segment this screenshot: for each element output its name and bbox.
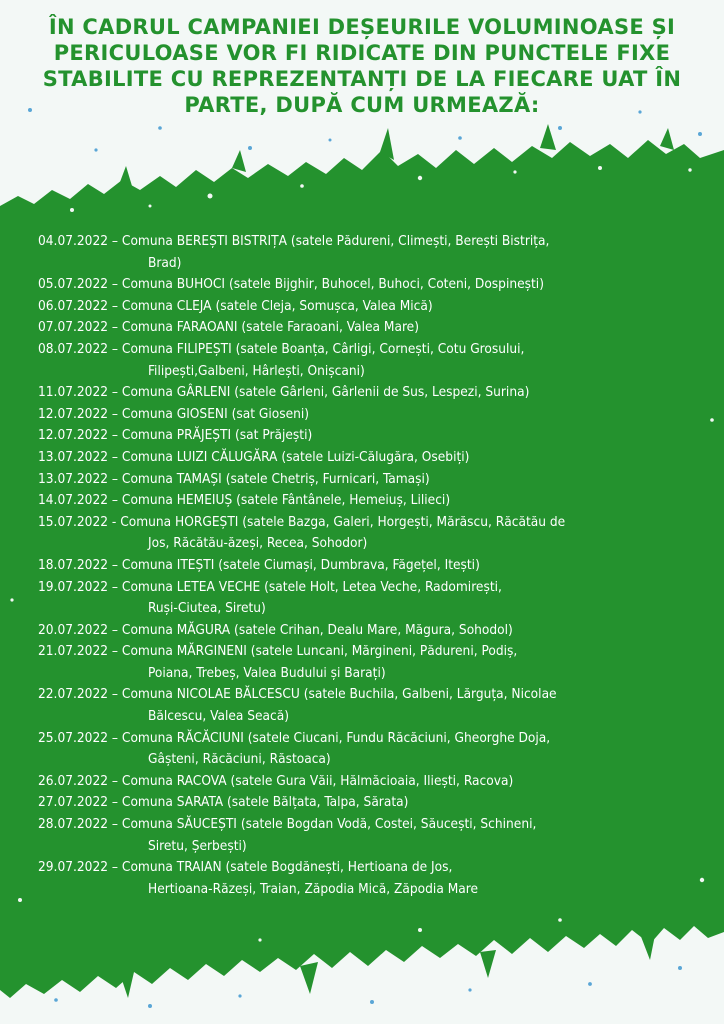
entry-date: 14.07.2022 [38, 492, 108, 509]
schedule-entry [38, 469, 688, 491]
schedule-entry [38, 728, 688, 771]
entry-date: 18.07.2022 [38, 556, 108, 573]
entry-date: 19.07.2022 [38, 578, 108, 595]
entry-commune: Comuna CLEJA [121, 297, 212, 314]
collection-schedule [38, 231, 688, 900]
entry-separator: – [111, 492, 119, 509]
schedule-entry [38, 274, 688, 296]
entry-date: 13.07.2022 [38, 448, 108, 465]
entry-continuation: Poiana, Trebeș, Valea Budului și Barați) [148, 664, 386, 681]
entry-commune: Comuna LUIZI CĂLUGĂRA [121, 448, 278, 465]
entry-commune: Comuna RACOVA [121, 772, 227, 789]
entry-commune: Comuna MĂGURA [121, 621, 231, 638]
schedule-entry [38, 641, 688, 684]
entry-date: 12.07.2022 [38, 405, 108, 422]
schedule-entry [38, 792, 688, 814]
entry-continuation: Jos, Răcătău-ăzeși, Recea, Sohodor) [148, 535, 368, 552]
entry-separator: – [111, 816, 119, 833]
entry-villages: (satele Holt, Letea Veche, Radomirești, [264, 578, 502, 595]
entry-villages: (satele Pădureni, Climești, Berești Bistrița, [290, 233, 550, 249]
entry-separator: – [111, 297, 119, 314]
entry-separator: – [111, 470, 119, 487]
entry-date: 20.07.2022 [38, 621, 108, 638]
entry-separator: – [111, 859, 119, 876]
entry-villages: (satele Buchila, Galbeni, Lărguța, Nicolae [303, 686, 557, 703]
entry-separator: – [111, 233, 119, 249]
entry-separator: – [111, 794, 119, 811]
entry-commune: Comuna BEREȘTI BISTRIȚA [121, 233, 287, 249]
entry-commune: Comuna NICOLAE BĂLCESCU [121, 686, 300, 703]
entry-commune: Comuna BUHOCI [121, 276, 226, 293]
entry-date: 08.07.2022 [38, 340, 108, 357]
entry-villages: (satele Crihan, Dealu Mare, Măgura, Sohodol) [234, 621, 513, 638]
headline: ÎN CADRUL CAMPANIEI DEȘEURILE VOLUMINOASE ȘI PERICULOASE VOR FI RIDICATE DIN PUNCTELE FIXE STABILITE CU REPREZENTANȚI DE LA FIECARE UAT ÎN PARTE, DUPĂ CUM URMEAZĂ: [42, 15, 682, 117]
entry-separator: – [111, 643, 119, 660]
entry-date: 25.07.2022 [38, 729, 108, 746]
entry-commune: Comuna RĂCĂCIUNI [121, 729, 244, 746]
schedule-entry [38, 555, 688, 577]
schedule-entry [38, 404, 688, 426]
entry-villages: (sat Gioseni) [231, 405, 310, 422]
schedule-entry [38, 339, 688, 382]
entry-villages: (satele Ciucani, Fundu Răcăciuni, Gheorghe Doja, [247, 729, 551, 746]
entry-separator: – [111, 621, 119, 638]
entry-separator: – [111, 556, 119, 573]
entry-villages: (satele Bogdan Vodă, Costei, Săucești, Schineni, [240, 816, 537, 833]
entry-continuation: Filipești,Galbeni, Hârlești, Onișcani) [148, 362, 365, 379]
entry-villages: (satele Fântânele, Hemeiuș, Lilieci) [236, 492, 451, 509]
entry-date: 28.07.2022 [38, 816, 108, 833]
entry-commune: Comuna MĂRGINENI [121, 643, 247, 660]
entry-villages: (satele Luizi-Călugăra, Osebiți) [281, 448, 470, 465]
entry-villages: (satele Bălțata, Talpa, Sărata) [227, 794, 409, 811]
entry-commune: Comuna FILIPEȘTI [121, 340, 232, 357]
entry-villages: (satele Bazga, Galeri, Horgești, Mărăscu, Răcătău de [242, 513, 566, 530]
entry-separator: – [111, 340, 119, 357]
entry-villages: (satele Bijghir, Buhocel, Buhoci, Coteni, Dospinești) [228, 276, 544, 293]
schedule-entry [38, 771, 688, 793]
entry-villages: (satele Ciumași, Dumbrava, Făgețel, Itești) [218, 556, 480, 573]
entry-commune: Comuna GIOSENI [121, 405, 228, 422]
entry-continuation: Siretu, Șerbești) [148, 837, 247, 854]
entry-commune: Comuna HORGEȘTI [120, 513, 239, 530]
entry-separator: - [111, 513, 117, 530]
entry-date: 11.07.2022 [38, 384, 108, 401]
schedule-entry [38, 577, 688, 620]
schedule-entry [38, 512, 688, 555]
entry-separator: – [111, 729, 119, 746]
entry-date: 05.07.2022 [38, 276, 108, 293]
schedule-entry [38, 857, 688, 900]
entry-separator: – [111, 578, 119, 595]
entry-commune: Comuna ITEȘTI [121, 556, 215, 573]
entry-date: 13.07.2022 [38, 470, 108, 487]
entry-date: 26.07.2022 [38, 772, 108, 789]
entry-date: 04.07.2022 [38, 233, 108, 249]
entry-separator: – [111, 405, 119, 422]
schedule-entry [38, 814, 688, 857]
entry-separator: – [111, 276, 119, 293]
entry-villages: (satele Luncani, Mărgineni, Pădureni, Podiș, [250, 643, 518, 660]
schedule-entry [38, 382, 688, 404]
entry-villages: (satele Gârleni, Gârlenii de Sus, Lespezi, Surina) [234, 384, 530, 401]
entry-commune: Comuna LETEA VECHE [121, 578, 261, 595]
entry-continuation: Ruși-Ciutea, Siretu) [148, 600, 266, 617]
schedule-entry [38, 317, 688, 339]
entry-date: 15.07.2022 [38, 513, 108, 530]
entry-continuation: Hertioana-Răzeși, Traian, Zăpodia Mică, Zăpodia Mare [148, 880, 478, 897]
entry-commune: Comuna PRĂJEȘTI [121, 427, 232, 444]
entry-continuation: Bălcescu, Valea Seacă) [148, 708, 290, 725]
entry-villages: (satele Chetriș, Furnicari, Tamași) [225, 470, 430, 487]
entry-continuation: Gâșteni, Răcăciuni, Răstoaca) [148, 751, 331, 768]
entry-separator: – [111, 448, 119, 465]
entry-villages: (satele Gura Văii, Hălmăcioaia, Iliești, Racova) [230, 772, 514, 789]
entry-villages: (satele Bogdănești, Hertioana de Jos, [225, 859, 453, 876]
schedule-entry [38, 231, 688, 274]
entry-villages: (sat Prăjești) [235, 427, 313, 444]
entry-separator: – [111, 384, 119, 401]
entry-commune: Comuna FARAOANI [121, 319, 238, 336]
entry-villages: (satele Faraoani, Valea Mare) [241, 319, 419, 336]
entry-date: 21.07.2022 [38, 643, 108, 660]
schedule-entry [38, 425, 688, 447]
entry-date: 12.07.2022 [38, 427, 108, 444]
entry-date: 07.07.2022 [38, 319, 108, 336]
schedule-entry [38, 490, 688, 512]
entry-villages: (satele Boanța, Cârligi, Cornești, Cotu Grosului, [235, 340, 525, 357]
entry-continuation: Brad) [148, 254, 182, 271]
entry-separator: – [111, 686, 119, 703]
entry-date: 06.07.2022 [38, 297, 108, 314]
schedule-entry [38, 684, 688, 727]
schedule-entry [38, 620, 688, 642]
entry-commune: Comuna GÂRLENI [121, 384, 231, 401]
entry-date: 27.07.2022 [38, 794, 108, 811]
entry-date: 22.07.2022 [38, 686, 108, 703]
entry-commune: Comuna SARATA [121, 794, 224, 811]
entry-separator: – [111, 427, 119, 444]
entry-commune: Comuna SĂUCEȘTI [121, 816, 237, 833]
schedule-entry [38, 296, 688, 318]
schedule-entry [38, 447, 688, 469]
entry-commune: Comuna HEMEIUȘ [121, 492, 233, 509]
entry-villages: (satele Cleja, Somușca, Valea Mică) [215, 297, 433, 314]
entry-commune: Comuna TRAIAN [121, 859, 222, 876]
entry-separator: – [111, 772, 119, 789]
entry-date: 29.07.2022 [38, 859, 108, 876]
entry-commune: Comuna TAMAȘI [121, 470, 222, 487]
entry-separator: – [111, 319, 119, 336]
